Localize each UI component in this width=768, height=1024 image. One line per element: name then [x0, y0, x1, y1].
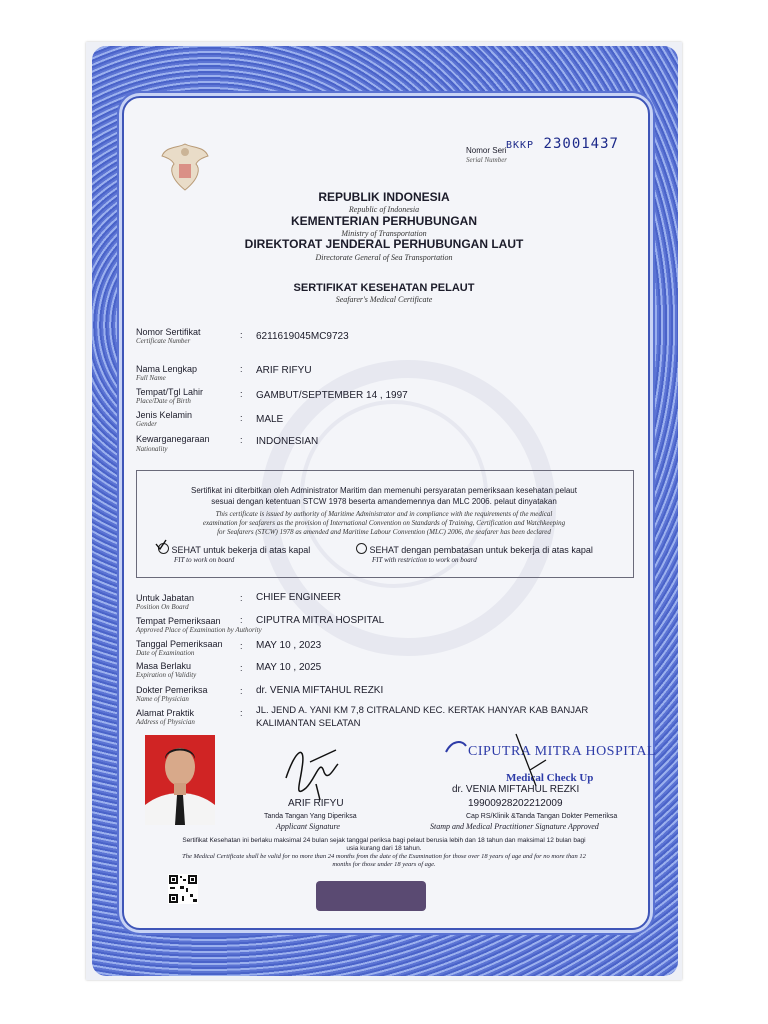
header-republic-en: Republic of Indonesia — [348, 205, 420, 214]
field-label-position-en: Position On Board — [136, 603, 189, 611]
applicant-caption-en: Applicant Signature — [276, 822, 340, 831]
field-label-physician: Dokter Pemeriksa — [136, 685, 208, 695]
field-label-exam-date-en: Date of Examination — [136, 649, 195, 657]
field-value-validity: MAY 10 , 2025 — [256, 662, 322, 673]
colon: : — [240, 364, 243, 374]
official-seal-stamp — [316, 881, 426, 911]
option-fit-restriction-label: SEHAT dengan pembatasan untuk bekerja di atas kapal — [369, 545, 593, 555]
colon: : — [240, 593, 243, 603]
field-label-exam-place-en: Approved Place of Examination by Authority — [136, 626, 262, 634]
applicant-signature-graphic — [276, 738, 356, 802]
field-value-birth: GAMBUT/SEPTEMBER 14 , 1997 — [256, 390, 408, 401]
option-fit-restriction-en: FIT with restriction to work on board — [372, 556, 477, 564]
applicant-photo — [145, 735, 215, 825]
serial-number — [506, 136, 619, 152]
header-directorate-en: Directorate General of Sea Transportation — [315, 253, 453, 262]
colon: : — [240, 686, 243, 696]
field-label-position: Untuk Jabatan — [136, 593, 195, 603]
field-label-gender-en: Gender — [136, 420, 157, 428]
header-ministry: KEMENTERIAN PERHUBUNGAN — [290, 214, 477, 228]
colon: : — [240, 413, 243, 423]
field-label-validity: Masa Berlaku — [136, 661, 192, 671]
doctor-name: dr. VENIA MIFTAHUL REZKI — [452, 784, 580, 795]
field-label-validity-en: Expiration of Validity — [136, 671, 197, 679]
field-label-birth: Tempat/Tgl Lahir — [136, 387, 204, 397]
statement-en-2: examination for seafarers as the provision of International Convention on Standards of Training, Certification and Watchkeeping — [202, 519, 566, 527]
field-label-physician-en: Name of Physician — [136, 695, 189, 703]
hospital-name: CIPUTRA MITRA HOSPITAL — [468, 744, 657, 759]
option-fit — [158, 542, 310, 555]
garuda-emblem-icon — [158, 138, 212, 196]
document-title-en: Seafarer's Medical Certificate — [335, 295, 433, 304]
field-label-cert-number: Nomor Sertifikat — [136, 327, 201, 337]
colon: : — [240, 330, 243, 340]
checkmark-icon — [154, 538, 168, 552]
colon: : — [240, 389, 243, 399]
field-label-exam-place: Tempat Pemeriksaan — [136, 616, 221, 626]
field-label-nationality: Kewarganegaraan — [136, 434, 210, 444]
stamp-text: Medical Check Up — [506, 772, 594, 784]
doctor-id: 19900928202212009 — [468, 798, 563, 809]
serial-label-en: Serial Number — [466, 156, 508, 164]
colon: : — [240, 663, 243, 673]
field-label-name-en: Full Name — [136, 374, 166, 382]
footer-id-1: Sertifikat Kesehatan ini berlaku maksimal 24 bulan sejak tanggal periksa bagi pelaut berusia lebih dan 18 tahun dan maksimal 12 bulan bagi — [182, 837, 586, 844]
colon: : — [240, 435, 243, 445]
field-value-exam-date: MAY 10 , 2023 — [256, 640, 322, 651]
statement-line-2: sesuai dengan ketentuan STCW 1978 beserta amandemennya dan MLC 2006. pelaut dinyatakan — [211, 497, 557, 506]
serial-label: Nomor Seri — [466, 146, 507, 155]
hospital-logo-icon — [444, 738, 468, 756]
statement-en-3: for Seafarers (STCW) 1978 as amended and Maritime Labour Convention (MLC) 2006, the seafarer has been declared — [217, 528, 551, 536]
field-value-name: ARIF RIFYU — [256, 365, 312, 376]
option-fit-en: FIT to work on board — [174, 556, 235, 564]
colon: : — [240, 708, 243, 718]
field-label-address-en: Address of Physician — [136, 718, 195, 726]
field-label-nationality-en: Nationality — [136, 445, 168, 453]
field-label-name: Nama Lengkap — [136, 364, 198, 374]
field-label-gender: Jenis Kelamin — [136, 410, 193, 420]
colon: : — [240, 615, 243, 625]
doctor-caption: Cap RS/Klinik &Tanda Tangan Dokter Pemeriksa — [466, 813, 618, 820]
footer-en-2: months for those under 18 years of age. — [332, 861, 436, 868]
applicant-name: ARIF RIFYU — [288, 798, 344, 809]
statement-line-1: Sertifikat ini diterbitkan oleh Administrator Maritim dan memenuhi persyaratan pemeriksaan kesehatan pelaut — [191, 486, 577, 495]
empty-circle-icon — [356, 543, 367, 554]
serial-prefix: BKKP — [506, 140, 535, 151]
field-value-address-line2: KALIMANTAN SELATAN — [256, 718, 361, 729]
option-fit-label: SEHAT untuk bekerja di atas kapal — [171, 545, 311, 555]
field-value-gender: MALE — [256, 414, 284, 425]
field-label-exam-date: Tanggal Pemeriksaan — [136, 639, 223, 649]
field-value-nationality: INDONESIAN — [256, 436, 319, 447]
colon: : — [240, 641, 243, 651]
field-value-position: CHIEF ENGINEER — [256, 592, 342, 603]
header-republic: REPUBLIK INDONESIA — [318, 190, 450, 204]
field-label-address: Alamat Praktik — [136, 708, 195, 718]
statement-en-1: This certificate is issued by authority of Maritime Administrator and in compliance with the requirements of the medical — [215, 510, 553, 518]
qr-code-icon — [168, 874, 198, 904]
field-value-physician: dr. VENIA MIFTAHUL REZKI — [256, 685, 384, 696]
applicant-caption: Tanda Tangan Yang Diperiksa — [264, 813, 357, 820]
field-label-birth-en: Place/Date of Birth — [136, 397, 191, 405]
header-directorate: DIREKTORAT JENDERAL PERHUBUNGAN LAUT — [244, 237, 524, 251]
doctor-caption-en: Stamp and Medical Practitioner Signature Approved — [430, 822, 599, 831]
field-label-cert-number-en: Certificate Number — [136, 337, 191, 345]
option-fit-restriction — [356, 542, 593, 555]
field-value-address: JL. JEND A. YANI KM 7,8 CITRALAND KEC. KERTAK HANYAR KAB BANJAR — [256, 705, 589, 716]
document-title: SERTIFIKAT KESEHATAN PELAUT — [293, 282, 475, 294]
field-value-exam-place: CIPUTRA MITRA HOSPITAL — [256, 615, 385, 626]
footer-en-1: The Medical Certificate shall be valid for no more than 24 months from the date of the Examination for those over 18 years of age and for no more than 12 — [182, 853, 586, 860]
footer-id-2: usia kurang dari 18 tahun. — [346, 845, 422, 852]
serial-digits: 23001437 — [543, 136, 619, 152]
field-value-cert-number: 6211619045MC9723 — [256, 331, 349, 342]
header-ministry-en: Ministry of Transportation — [341, 229, 427, 238]
